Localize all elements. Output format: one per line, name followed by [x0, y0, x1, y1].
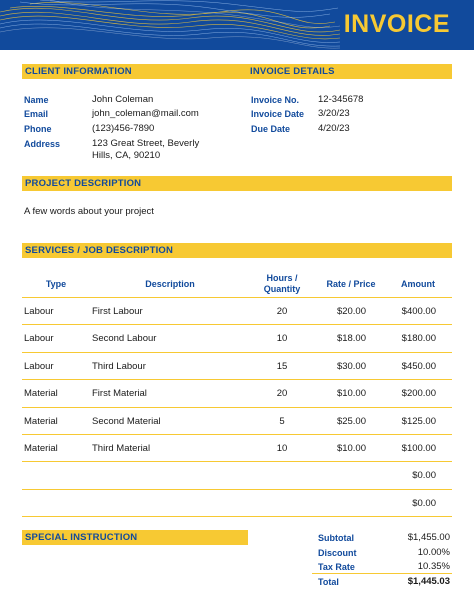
row-type: Material: [24, 388, 58, 400]
row-description: Third Labour: [92, 360, 146, 372]
project-description-text: A few words about your project: [24, 206, 154, 217]
row-quantity: 5: [279, 415, 285, 427]
col-description-header: Description: [145, 279, 195, 289]
row-type: Labour: [24, 360, 54, 372]
row-amount: $200.00: [401, 388, 436, 400]
subtotal-label: Subtotal: [318, 533, 354, 543]
invoice-date-label: Invoice Date: [251, 109, 305, 119]
row-amount: $400.00: [401, 306, 436, 317]
tax-rate-value: 10.35%: [417, 561, 450, 572]
row-description: First Labour: [92, 306, 143, 317]
invoice-no: 12-345678: [318, 94, 364, 105]
row-amount: $180.00: [401, 333, 436, 345]
row-type: Labour: [24, 333, 54, 345]
discount-value: 10.00%: [417, 547, 450, 558]
table-row-divider: [22, 516, 452, 517]
client-address-label: Address: [24, 139, 61, 149]
col-hours-header-line1: Hours /: [266, 273, 298, 283]
discount-label: Discount: [318, 548, 357, 558]
table-row-divider: [22, 379, 452, 380]
total-divider: [312, 573, 452, 574]
table-row-divider: [22, 352, 452, 353]
row-quantity: 10: [276, 443, 288, 454]
row-amount: $450.00: [401, 360, 436, 372]
row-amount: $0.00: [412, 470, 436, 482]
row-amount: $125.00: [401, 415, 436, 427]
services-heading-bar: [22, 243, 452, 258]
table-row-divider: [22, 434, 452, 435]
total-label: Total: [318, 577, 339, 587]
invoice-details-heading: INVOICE DETAILS: [250, 66, 335, 77]
row-quantity: 20: [276, 388, 288, 400]
special-instruction-heading: SPECIAL INSTRUCTION: [25, 532, 138, 543]
row-rate: $30.00: [336, 360, 366, 372]
project-heading-bar: [22, 176, 452, 191]
row-rate: $10.00: [336, 388, 366, 400]
special-instruction-bar: [22, 530, 248, 545]
client-address-line2: Hills, CA, 90210: [92, 150, 161, 161]
row-rate: $10.00: [336, 443, 366, 454]
row-description: Third Material: [92, 443, 151, 454]
table-row-divider: [22, 461, 452, 462]
header-banner: [0, 0, 474, 50]
client-name: John Coleman: [92, 94, 154, 105]
services-heading: SERVICES / JOB DESCRIPTION: [25, 245, 174, 256]
table-row-divider: [22, 324, 452, 325]
tax-rate-label: Tax Rate: [318, 562, 355, 572]
project-heading: PROJECT DESCRIPTION: [25, 178, 142, 189]
col-hours-header: [252, 273, 312, 295]
row-type: Material: [24, 415, 58, 427]
row-quantity: 10: [276, 333, 288, 345]
client-email-label: Email: [24, 109, 49, 119]
client-address-line1: 123 Great Street, Beverly: [92, 138, 200, 149]
row-type: Material: [24, 443, 58, 454]
row-rate: $25.00: [336, 415, 366, 427]
client-phone: (123)456-7890: [92, 123, 155, 134]
row-quantity: 15: [276, 360, 288, 372]
row-description: Second Material: [92, 415, 161, 427]
col-rate-header: Rate / Price: [326, 279, 376, 289]
row-amount: $100.00: [401, 443, 436, 454]
total-value: $1,445.03: [407, 576, 450, 587]
col-type-header: Type: [45, 279, 67, 289]
client-name-label: Name: [24, 95, 49, 105]
col-hours-header-line2: Quantity: [263, 284, 301, 294]
row-rate: $18.00: [336, 333, 366, 345]
due-date-label: Due Date: [251, 124, 291, 134]
row-rate: $20.00: [336, 306, 366, 317]
invoice-date: 3/20/23: [318, 108, 350, 119]
info-heading-bar: [22, 64, 452, 79]
table-row-divider: [22, 489, 452, 490]
subtotal-value: $1,455.00: [407, 532, 450, 543]
row-amount: $0.00: [412, 497, 436, 509]
row-description: Second Labour: [92, 333, 157, 345]
table-header-divider: [22, 297, 452, 298]
due-date: 4/20/23: [318, 123, 350, 134]
client-info-heading: CLIENT INFORMATION: [25, 66, 132, 77]
client-email: john_coleman@mail.com: [92, 108, 199, 119]
invoice-title: INVOICE: [343, 10, 450, 38]
row-type: Labour: [24, 306, 54, 317]
client-phone-label: Phone: [24, 124, 52, 134]
invoice-no-label: Invoice No.: [251, 95, 300, 105]
row-quantity: 20: [276, 306, 288, 317]
col-amount-header: Amount: [401, 279, 435, 289]
row-description: First Material: [92, 388, 147, 400]
table-row-divider: [22, 407, 452, 408]
